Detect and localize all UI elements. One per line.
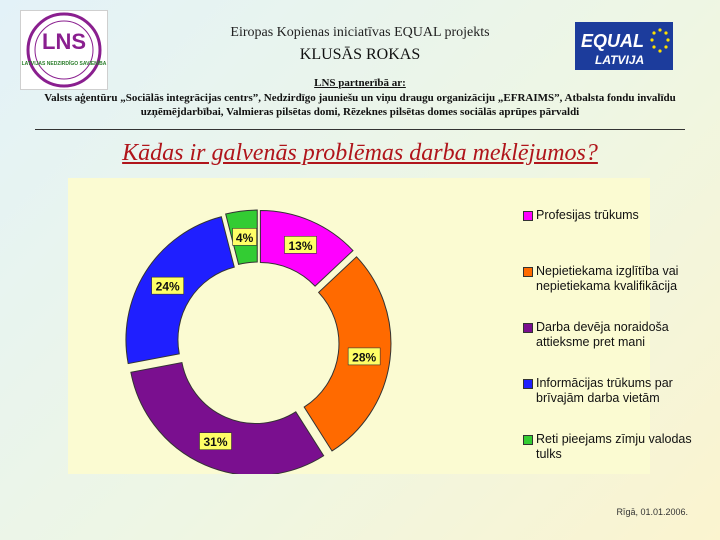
legend-swatch-2 [523,323,533,333]
legend-swatch-1 [523,267,533,277]
donut-label-4 [233,228,257,245]
donut-label-1 [348,348,380,365]
legend-label-1: Nepietiekama izglītība vai nepietiekama kvalifikācija [536,264,679,293]
slide-question-title: Kādas ir galvenās problēmas darba meklējumos? [122,140,598,166]
equal-logo-subtitle: LATVIJA [595,53,645,67]
svg-text:28%: 28% [352,350,377,365]
legend-swatch-0 [523,211,533,221]
partners-text: Valsts aģentūru „Sociālās integrācijas centrs”, Nedzirdīgo jauniešu un viņu draugu organizāciju „EFRAIMS”, Atbalsta fondu invalīdu uzņēmējdarbībai, Valmieras pilsētas domi, Rēzeknes pilsētas domes sociālās aprūpes pārvaldi [44,92,676,118]
legend-label-0: Profesijas trūkums [536,208,639,222]
lns-logo-subtitle: LATVIJAS NEDZIRDĪGO SAVIENĪBA [21,61,107,67]
partners-title: LNS partnerībā ar: [314,77,406,89]
legend-label-4: Reti pieejams zīmju valodas tulks [536,432,692,461]
lns-logo-title: LNS [42,29,86,54]
header-project-name: KLUSĀS ROKAS [299,46,421,63]
equal-logo [575,22,673,70]
legend-label-2: Darba devēja noraidoša attieksme pret mani [536,320,669,349]
legend-label-3: Informācijas trūkums par brīvajām darba vietām [536,376,673,405]
svg-text:24%: 24% [155,279,180,294]
equal-logo-title: EQUAL [581,31,644,51]
footer-date: Rīgā, 01.01.2006. [616,507,688,517]
legend-swatch-4 [523,435,533,445]
donut-slice-2 [131,363,324,474]
svg-text:13%: 13% [288,238,313,253]
donut-label-3 [152,277,184,294]
svg-text:4%: 4% [235,230,254,245]
svg-text:31%: 31% [203,435,228,450]
chart-area [68,178,692,474]
donut-label-0 [284,236,316,253]
header-project-line: Eiropas Kopienas iniciatīvas EQUAL projekts [230,25,490,40]
legend-swatch-3 [523,379,533,389]
header-divider [35,129,685,130]
donut-label-2 [200,433,232,450]
